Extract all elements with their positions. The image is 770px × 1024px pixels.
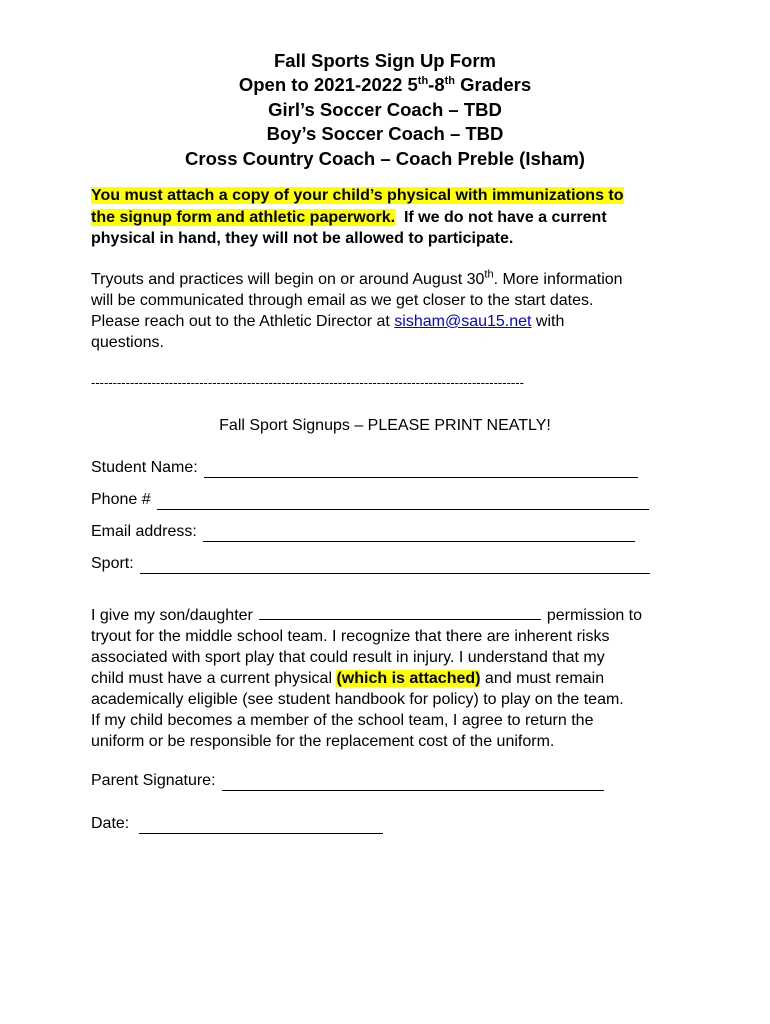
sport-field[interactable] xyxy=(91,553,650,574)
student-name-field[interactable] xyxy=(91,457,638,478)
consent-line-5: academically eligible (see student handbook for policy) to play on the team. xyxy=(91,691,624,708)
grades-text-mid: -8 xyxy=(428,74,445,96)
info-line-1-end: . More information xyxy=(493,271,623,288)
email-field[interactable] xyxy=(91,521,635,542)
which-is-attached-highlight: (which is attached) xyxy=(336,670,481,687)
info-line-1-start: Tryouts and practices will begin on or around August 30 xyxy=(91,271,485,288)
tryout-info-paragraph xyxy=(91,269,691,353)
permission-paragraph xyxy=(91,605,691,752)
notice-text-3: physical in hand, they will not be allowed to participate. xyxy=(91,230,514,247)
notice-text-2: If we do not have a current xyxy=(395,208,607,226)
sport-blank[interactable] xyxy=(140,558,650,574)
dashed-divider: ---------------------------------------------------------------------------------------------------- xyxy=(91,375,524,390)
consent-line-7: uniform or be responsible for the replacement cost of the uniform. xyxy=(91,733,555,750)
info-line-3-start: Please reach out to the Athletic Director at xyxy=(91,313,395,330)
consent-line-1-start: I give my son/daughter xyxy=(91,607,253,624)
date-field[interactable] xyxy=(91,813,383,834)
grades-line xyxy=(0,73,770,97)
parent-signature-field[interactable] xyxy=(91,770,604,791)
student-name-blank[interactable] xyxy=(204,462,638,478)
form-title: Fall Sports Sign Up Form xyxy=(273,50,496,71)
signups-heading: Fall Sport Signups – PLEASE PRINT NEATLY! xyxy=(219,417,551,434)
grades-text-end: Graders xyxy=(455,74,532,96)
cross-country-coach: Cross Country Coach – Coach Preble (Isham) xyxy=(185,147,585,169)
date-label: Date: xyxy=(91,815,130,832)
consent-line-6: If my child becomes a member of the school team, I agree to return the xyxy=(91,712,594,729)
student-name-label: Student Name: xyxy=(91,459,198,476)
info-sup: th xyxy=(484,268,494,281)
info-line-2: will be communicated through email as we get closer to the start dates. xyxy=(91,292,594,309)
phone-label: Phone # xyxy=(91,491,151,508)
info-line-4: questions. xyxy=(91,334,164,351)
form-header xyxy=(0,49,770,171)
consent-line-4-start: child must have a current physical xyxy=(91,670,337,687)
sport-label: Sport: xyxy=(91,555,134,572)
email-blank[interactable] xyxy=(203,526,635,542)
consent-line-4-end: and must remain xyxy=(480,670,605,687)
boys-soccer-coach: Boy’s Soccer Coach – TBD xyxy=(266,123,504,145)
consent-line-1-end: permission to xyxy=(546,607,643,624)
grades-sup-1: th xyxy=(417,75,429,88)
date-blank[interactable] xyxy=(139,818,383,834)
physical-requirement-notice xyxy=(91,185,691,250)
athletic-director-email-link[interactable]: sisham@sau15.net xyxy=(394,313,532,330)
grades-sup-2: th xyxy=(444,75,456,88)
girls-soccer-coach: Girl’s Soccer Coach – TBD xyxy=(268,98,502,120)
parent-signature-label: Parent Signature: xyxy=(91,772,216,789)
notice-highlight-1: You must attach a copy of your child’s physical with immunizations to xyxy=(91,187,624,204)
parent-signature-blank[interactable] xyxy=(222,775,604,791)
notice-highlight-2: the signup form and athletic paperwork. xyxy=(91,208,396,226)
consent-line-2: tryout for the middle school team. I recognize that there are inherent risks xyxy=(91,628,610,645)
info-line-3-end: with xyxy=(531,313,565,330)
phone-field[interactable] xyxy=(91,489,649,510)
grades-text-start: Open to 2021-2022 5 xyxy=(238,74,418,96)
phone-blank[interactable] xyxy=(157,494,649,510)
email-label: Email address: xyxy=(91,523,197,540)
child-name-blank[interactable] xyxy=(259,605,541,620)
consent-line-3: associated with sport play that could result in injury. I understand that my xyxy=(91,649,605,666)
